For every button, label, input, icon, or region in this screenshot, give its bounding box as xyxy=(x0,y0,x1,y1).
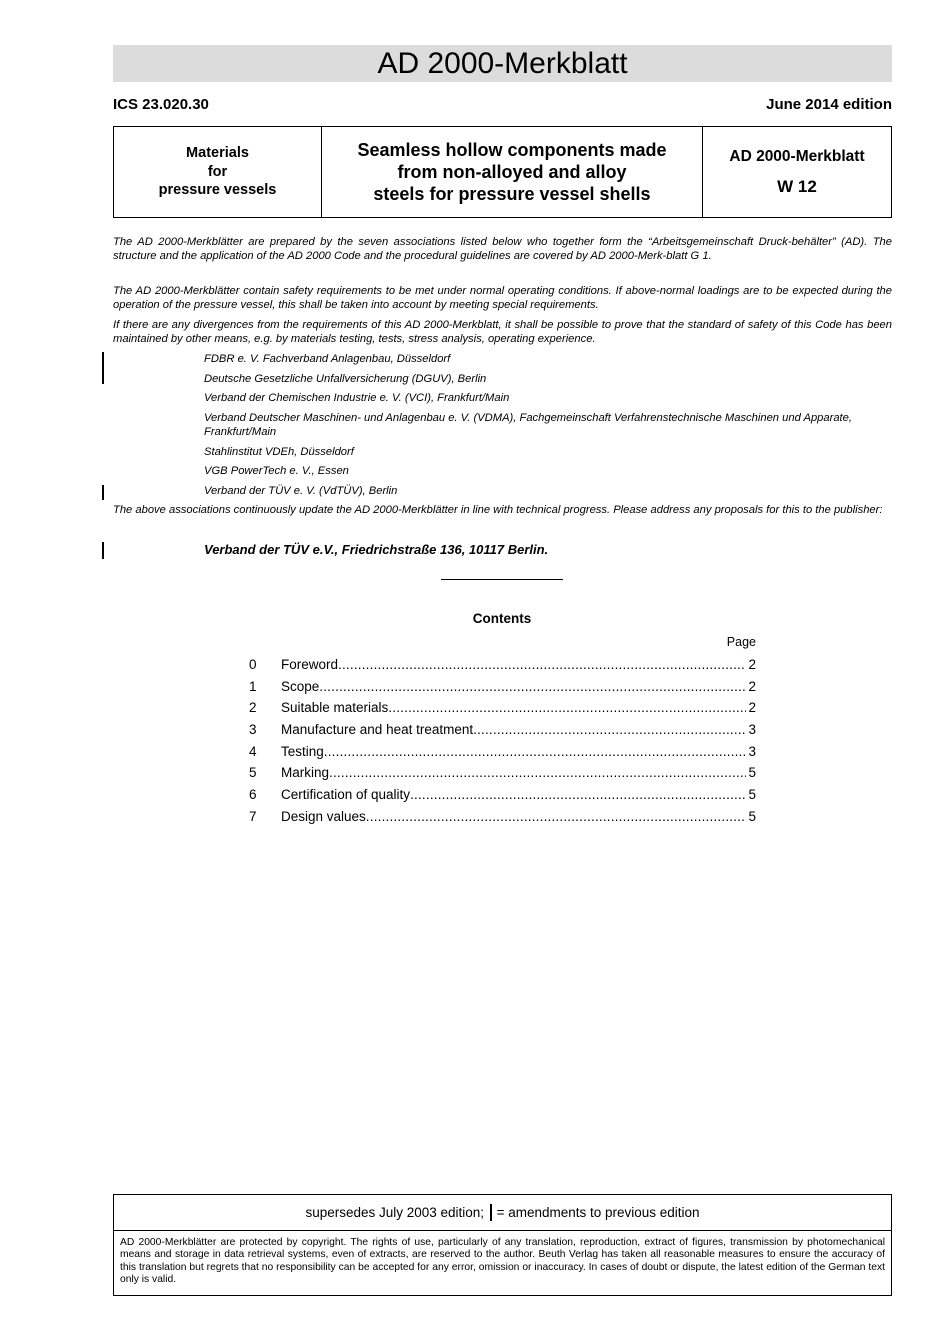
toc-number: 3 xyxy=(249,722,257,738)
table-of-contents xyxy=(249,654,756,828)
series-name: AD 2000-Merkblatt xyxy=(729,148,865,165)
toc-title: Foreword xyxy=(281,657,339,672)
toc-page-number: 2 xyxy=(748,657,756,672)
toc-entry[interactable] xyxy=(249,784,756,806)
toc-page-number: 2 xyxy=(748,678,756,694)
document-title-line: from non-alloyed and alloy xyxy=(397,162,627,182)
edition-date: June 2014 edition xyxy=(766,96,892,113)
document-banner-title: AD 2000-Merkblatt xyxy=(113,45,892,82)
toc-number: 1 xyxy=(249,678,257,694)
toc-page-number: 2 xyxy=(748,700,756,716)
supersedes-note: supersedes July 2003 edition; xyxy=(305,1205,485,1220)
toc-page-number: 5 xyxy=(748,765,756,781)
update-note: The above associations continuously update the AD 2000-Merkblätter in line with technical progress. Please address any proposals for this to the publisher: xyxy=(113,504,883,516)
toc-entry[interactable] xyxy=(249,697,756,719)
toc-entry[interactable] xyxy=(249,676,756,698)
document-title-line: Seamless hollow components made xyxy=(357,140,667,160)
toc-page-number: 5 xyxy=(748,787,756,803)
toc-title: Certification of quality xyxy=(281,787,411,803)
toc-entry[interactable] xyxy=(249,654,756,676)
section-divider xyxy=(441,579,563,580)
toc-number: 0 xyxy=(249,657,257,672)
publisher-address: Verband der TÜV e.V., Friedrichstraße 136, 10117 Berlin. xyxy=(204,542,549,557)
toc-title: Suitable materials xyxy=(281,700,389,716)
toc-entry[interactable] xyxy=(249,806,756,828)
footer-supersedes-row xyxy=(114,1195,891,1231)
association-item: VGB PowerTech e. V., Essen xyxy=(204,465,349,477)
toc-entry[interactable] xyxy=(249,762,756,784)
toc-dot-leader xyxy=(388,697,746,719)
document-title-line: steels for pressure vessel shells xyxy=(373,184,651,204)
intro-paragraph: If there are any divergences from the requirements of this AD 2000-Merkblatt, it shall be possible to prove that the standard of safety of this Code has been maintained by other means, e.g. by materials testing, tests, stress analysis, operating experience. xyxy=(113,319,892,346)
category-line: Materials xyxy=(186,145,249,162)
change-bar xyxy=(102,352,104,384)
document-id-cell xyxy=(703,127,891,217)
toc-dot-leader xyxy=(324,741,747,763)
toc-page-number: 3 xyxy=(748,743,756,759)
change-bar xyxy=(102,485,104,500)
contents-heading: Contents xyxy=(472,611,532,626)
association-item: Verband der Chemischen Industrie e. V. (VCI), Frankfurt/Main xyxy=(204,392,510,404)
toc-number: 4 xyxy=(249,743,257,759)
toc-dot-leader xyxy=(366,806,747,828)
toc-dot-leader xyxy=(319,676,746,698)
toc-dot-leader xyxy=(338,654,746,676)
toc-entry[interactable] xyxy=(249,719,756,741)
toc-number: 6 xyxy=(249,787,257,803)
toc-title: Marking xyxy=(281,765,330,781)
toc-title: Testing xyxy=(281,743,324,759)
copyright-notice: AD 2000-Merkblätter are protected by copyright. The rights of use, particularly of any translation, reproduction, extract of figures, transmission by photomechanical means and storage in data retrieval systems, even of extracts, are reserved to the author. Beuth Verlag has taken all reasonable measures to ensure the accuracy of this translation but regrets that no responsibility can be accepted for any error, omission or inaccuracy. In cases of doubt or dispute, the latest edition of the German text only is valid. xyxy=(120,1237,885,1285)
toc-dot-leader xyxy=(473,719,746,741)
contents-page-label: Page xyxy=(726,635,756,649)
category-line: pressure vessels xyxy=(158,182,277,199)
toc-entry[interactable] xyxy=(249,741,756,763)
document-number: W 12 xyxy=(777,177,817,196)
document-title-cell xyxy=(322,127,703,217)
association-item: Deutsche Gesetzliche Unfallversicherung (DGUV), Berlin xyxy=(204,373,487,385)
toc-number: 2 xyxy=(249,700,257,716)
toc-page-number: 5 xyxy=(748,808,756,824)
footer-box xyxy=(113,1194,892,1296)
category-cell xyxy=(114,127,322,217)
toc-page-number: 3 xyxy=(748,722,756,738)
ics-code: ICS 23.020.30 xyxy=(113,96,209,113)
intro-paragraph: The AD 2000-Merkblätter are prepared by the seven associations listed below who together form the “Arbeitsgemeinschaft Druck-behälter” (AD). The structure and the application of the AD 2000 Code and the procedural guidelines are covered by AD 2000-Merk-blatt G 1. xyxy=(113,236,892,263)
toc-dot-leader xyxy=(329,762,746,784)
amendments-legend: = amendments to previous edition xyxy=(496,1205,700,1220)
association-item: FDBR e. V. Fachverband Anlagenbau, Düsseldorf xyxy=(204,353,451,365)
toc-number: 7 xyxy=(249,808,257,824)
toc-number: 5 xyxy=(249,765,257,781)
association-item: Verband Deutscher Maschinen- und Anlagenbau e. V. (VDMA), Fachgemeinschaft Verfahrenstechnische Maschinen und Apparate, Frankfurt/Main xyxy=(204,412,852,439)
change-bar-legend-icon xyxy=(490,1204,492,1221)
title-table xyxy=(113,126,892,218)
association-item: Verband der TÜV e. V. (VdTÜV), Berlin xyxy=(204,485,398,497)
category-line: for xyxy=(207,163,228,180)
toc-dot-leader xyxy=(410,784,746,806)
association-item: Stahlinstitut VDEh, Düsseldorf xyxy=(204,446,354,458)
toc-title: Manufacture and heat treatment xyxy=(281,722,474,738)
intro-paragraph: The AD 2000-Merkblätter contain safety requirements to be met under normal operating conditions. If above-normal loadings are to be expected during the operation of the pressure vessel, this shall be taken into account by meeting special requirements. xyxy=(113,285,892,312)
toc-title: Design values xyxy=(281,808,366,824)
change-bar xyxy=(102,542,104,559)
toc-title: Scope xyxy=(281,678,320,694)
